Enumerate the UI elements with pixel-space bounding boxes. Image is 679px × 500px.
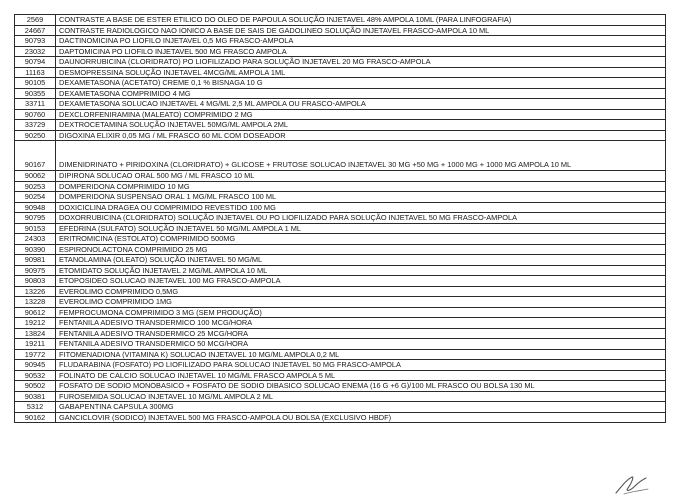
- table-row: [15, 360, 666, 371]
- table-row: [15, 36, 666, 47]
- table-row: [15, 402, 666, 413]
- item-description: DIGOXINA ELIXIR 0,05 MG / ML FRASCO 60 ML COM DOSEADOR: [56, 130, 666, 141]
- item-code: 90760: [15, 109, 56, 120]
- table-row: [15, 141, 666, 171]
- table-row: [15, 297, 666, 308]
- table-row: [15, 130, 666, 141]
- table-row: [15, 265, 666, 276]
- item-code: 90795: [15, 213, 56, 224]
- table-row: [15, 25, 666, 36]
- item-description: CONTRASTE RADIOLOGICO NAO IONICO A BASE DE SAIS DE GADOLINEO SOLUÇÃO INJETAVEL FRASCO-AMPOLA 10 ML: [56, 25, 666, 36]
- handwritten-initials-icon: [612, 474, 652, 496]
- table-row: [15, 391, 666, 402]
- item-description: FLUDARABINA (FOSFATO) PO LIOFILIZADO PARA SOLUCAO INJETAVEL 50 MG FRASCO-AMPOLA: [56, 360, 666, 371]
- table-row: [15, 88, 666, 99]
- item-code: 13228: [15, 297, 56, 308]
- item-code: 90250: [15, 130, 56, 141]
- table-row: [15, 78, 666, 89]
- item-description: DAPTOMICINA PO LIOFILO INJETAVEL 500 MG FRASCO AMPOLA: [56, 46, 666, 57]
- item-code: 90355: [15, 88, 56, 99]
- item-code: 90803: [15, 276, 56, 287]
- table-row: [15, 244, 666, 255]
- item-description: DEXAMETASONA SOLUCAO INJETAVEL 4 MG/ML 2,5 ML AMPOLA OU FRASCO-AMPOLA: [56, 99, 666, 110]
- item-code: 13824: [15, 328, 56, 339]
- item-code: 90981: [15, 255, 56, 266]
- table-row: [15, 15, 666, 26]
- table-row: [15, 181, 666, 192]
- item-code: 13226: [15, 286, 56, 297]
- item-description: DOMPERIDONA SUSPENSAO ORAL 1 MG/ML FRASCO 100 ML: [56, 192, 666, 203]
- item-description: CONTRASTE A BASE DE ESTER ETILICO DO OLEO DE PAPOULA SOLUÇÃO INJETAVEL 48% AMPOLA 10ML (PARA LINFOGRAFIA): [56, 15, 666, 26]
- item-code: 90945: [15, 360, 56, 371]
- item-description: DIMENIDRINATO + PIRIDOXINA (CLORIDRATO) + GLICOSE + FRUTOSE SOLUCAO INJETAVEL 30 MG +50 MG + 1000 MG + 1000 MG AMPOLA 10 ML: [56, 141, 666, 171]
- item-code: 90105: [15, 78, 56, 89]
- item-code: 19772: [15, 349, 56, 360]
- table-row: [15, 223, 666, 234]
- item-description: DEXTROCETAMINA SOLUÇÃO INJETAVEL 50MG/ML AMPOLA 2ML: [56, 120, 666, 131]
- item-code: 33711: [15, 99, 56, 110]
- item-description: EFEDRINA (SULFATO) SOLUÇÃO INJETAVEL 50 MG/ML AMPOLA 1 ML: [56, 223, 666, 234]
- table-row: [15, 46, 666, 57]
- table-row: [15, 57, 666, 68]
- item-code: 90167: [15, 141, 56, 171]
- table-row: [15, 412, 666, 423]
- table-row: [15, 349, 666, 360]
- table-row: [15, 120, 666, 131]
- item-code: 90381: [15, 391, 56, 402]
- table-row: [15, 202, 666, 213]
- item-code: 19212: [15, 318, 56, 329]
- item-code: 90612: [15, 307, 56, 318]
- item-description: DOMPERIDONA COMPRIMIDO 10 MG: [56, 181, 666, 192]
- item-code: 90793: [15, 36, 56, 47]
- item-code: 5312: [15, 402, 56, 413]
- item-code: 24667: [15, 25, 56, 36]
- item-description: ESPIRONOLACTONA COMPRIMIDO 25 MG: [56, 244, 666, 255]
- table-row: [15, 276, 666, 287]
- item-description: GABAPENTINA CAPSULA 300MG: [56, 402, 666, 413]
- item-description: DEXAMETASONA (ACETATO) CREME 0,1 % BISNAGA 10 G: [56, 78, 666, 89]
- item-code: 11163: [15, 67, 56, 78]
- item-code: 90253: [15, 181, 56, 192]
- item-description: FENTANILA ADESIVO TRANSDERMICO 100 MCG/HORA: [56, 318, 666, 329]
- item-code: 90948: [15, 202, 56, 213]
- item-code: 90254: [15, 192, 56, 203]
- item-description: DAUNORRUBICINA (CLORIDRATO) PO LIOFILIZADO PARA SOLUÇÃO INJETAVEL 20 MG FRASCO-AMPOLA: [56, 57, 666, 68]
- table-row: [15, 213, 666, 224]
- item-code: 90062: [15, 171, 56, 182]
- item-description: DEXCLORFENIRAMINA (MALEATO) COMPRIMIDO 2 MG: [56, 109, 666, 120]
- item-description: EVEROLIMO COMPRIMIDO 0,5MG: [56, 286, 666, 297]
- table-row: [15, 192, 666, 203]
- table-row: [15, 286, 666, 297]
- table-row: [15, 99, 666, 110]
- item-description: EVEROLIMO COMPRIMIDO 1MG: [56, 297, 666, 308]
- item-description: FEMPROCUMONA COMPRIMIDO 3 MG (SEM PRODUÇÃO): [56, 307, 666, 318]
- item-code: 90153: [15, 223, 56, 234]
- item-description: ETOMIDATO SOLUÇÃO INJETAVEL 2 MG/ML AMPOLA 10 ML: [56, 265, 666, 276]
- table-row: [15, 328, 666, 339]
- medication-table-body: [15, 15, 666, 423]
- item-description: DOXORRUBICINA (CLORIDRATO) SOLUÇÃO INJETAVEL OU PO LIOFILIZADO PARA SOLUÇÃO INJETAVEL 50 MG FRASCO-AMPOLA: [56, 213, 666, 224]
- medication-table: [14, 14, 666, 423]
- item-description: FOSFATO DE SODIO MONOBASICO + FOSFATO DE SODIO DIBASICO SOLUCAO ENEMA (16 G +6 G)/100 ML FRASCO OU BOLSA 130 ML: [56, 381, 666, 392]
- table-row: [15, 255, 666, 266]
- table-row: [15, 109, 666, 120]
- item-code: 24303: [15, 234, 56, 245]
- item-description: DIPIRONA SOLUCAO ORAL 500 MG / ML FRASCO 10 ML: [56, 171, 666, 182]
- item-code: 19211: [15, 339, 56, 350]
- item-description: ERITROMICINA (ESTOLATO) COMPRIMIDO 500MG: [56, 234, 666, 245]
- item-code: 90975: [15, 265, 56, 276]
- item-description: FENTANILA ADESIVO TRANSDERMICO 25 MCG/HORA: [56, 328, 666, 339]
- item-description: FOLINATO DE CALCIO SOLUCAO INJETAVEL 10 MG/ML FRASCO AMPOLA 5 ML: [56, 370, 666, 381]
- item-description: DEXAMETASONA COMPRIMIDO 4 MG: [56, 88, 666, 99]
- medication-list-sheet: [14, 14, 666, 423]
- item-code: 90502: [15, 381, 56, 392]
- item-description: FITOMENADIONA (VITAMINA K) SOLUCAO INJETAVEL 10 MG/ML AMPOLA 0,2 ML: [56, 349, 666, 360]
- table-row: [15, 67, 666, 78]
- table-row: [15, 234, 666, 245]
- item-code: 23032: [15, 46, 56, 57]
- item-description: ETOPOSIDEO SOLUCAO INJETAVEL 100 MG FRASCO-AMPOLA: [56, 276, 666, 287]
- table-row: [15, 171, 666, 182]
- item-code: 90794: [15, 57, 56, 68]
- table-row: [15, 381, 666, 392]
- item-code: 90390: [15, 244, 56, 255]
- table-row: [15, 339, 666, 350]
- item-description: FUROSEMIDA SOLUCAO INJETAVEL 10 MG/ML AMPOLA 2 ML: [56, 391, 666, 402]
- table-row: [15, 370, 666, 381]
- item-description: DOXICICLINA DRAGEA OU COMPRIMIDO REVESTIDO 100 MG: [56, 202, 666, 213]
- item-description: ETANOLAMINA (OLEATO) SOLUÇÃO INJETAVEL 50 MG/ML: [56, 255, 666, 266]
- table-row: [15, 307, 666, 318]
- item-description: GANCICLOVIR (SODICO) INJETAVEL 500 MG FRASCO-AMPOLA OU BOLSA (EXCLUSIVO HBDF): [56, 412, 666, 423]
- item-description: DESMOPRESSINA SOLUÇÃO INJETAVEL 4MCG/ML AMPOLA 1ML: [56, 67, 666, 78]
- table-row: [15, 318, 666, 329]
- item-description: FENTANILA ADESIVO TRANSDERMICO 50 MCG/HORA: [56, 339, 666, 350]
- item-code: 2569: [15, 15, 56, 26]
- item-code: 90162: [15, 412, 56, 423]
- item-description: DACTINOMICINA PO LIOFILO INJETAVEL 0,5 MG FRASCO-AMPOLA: [56, 36, 666, 47]
- item-code: 33729: [15, 120, 56, 131]
- item-code: 90532: [15, 370, 56, 381]
